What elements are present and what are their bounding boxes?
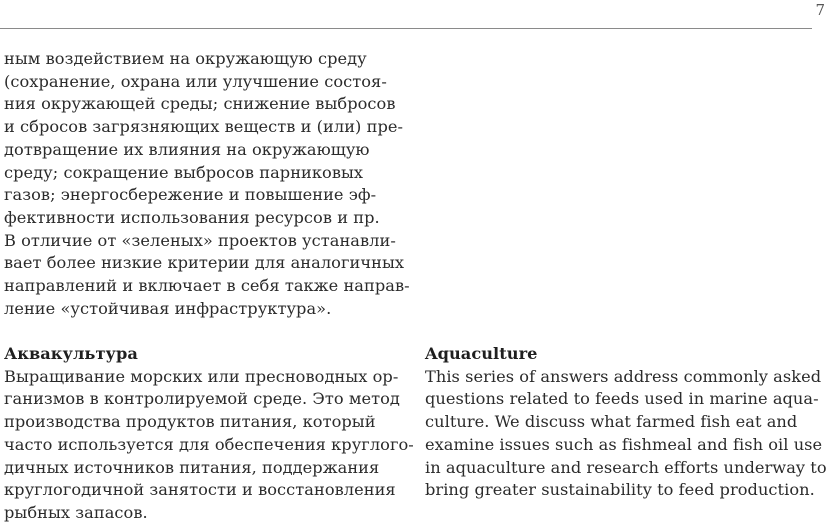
text-line: часто используется для обеспечения круглого- bbox=[4, 434, 414, 454]
text-line: среду; сокращение выбросов парниковых bbox=[4, 162, 364, 182]
text-line: фективности использования ресурсов и пр. bbox=[4, 207, 380, 227]
text-line: направлений и включает в себя также направ- bbox=[4, 276, 410, 296]
text-line: questions related to feeds used in marine aqua- bbox=[425, 389, 819, 409]
header-rule bbox=[0, 28, 812, 29]
text-line: examine issues such as fishmeal and fish oil use bbox=[425, 434, 823, 454]
text-line: и сбросов загрязняющих веществ и (или) пре- bbox=[4, 117, 404, 137]
page-number: 7 bbox=[815, 1, 825, 19]
text-line: круглогодичной занятости и восстановления bbox=[4, 480, 396, 500]
text-line: дотвращение их влияния на окружающую bbox=[4, 139, 370, 159]
text-line: дичных источников питания, поддержания bbox=[4, 457, 380, 477]
term-en-entry bbox=[425, 343, 827, 502]
text-line: газов; энергосбережение и повышение эф- bbox=[4, 185, 377, 205]
text-line: ным воздействием на окружающую среду bbox=[4, 49, 367, 68]
text-line: ния окружающей среды; снижение выбросов bbox=[4, 94, 396, 114]
text-line: (сохранение, охрана или улучшение состоя- bbox=[4, 71, 387, 91]
term-ru-heading: Аквакультура bbox=[4, 344, 138, 363]
text-line: Выращивание морских или пресноводных ор- bbox=[4, 366, 399, 386]
text-line: вает более низкие критерии для аналогичных bbox=[4, 253, 405, 273]
text-line: производства продуктов питания, который bbox=[4, 412, 376, 432]
text-line: culture. We discuss what farmed fish eat and bbox=[425, 412, 798, 432]
term-en-heading: Aquaculture bbox=[425, 344, 538, 363]
text-line: рыбных запасов. bbox=[4, 502, 148, 522]
text-line: This series of answers address commonly asked bbox=[425, 366, 822, 386]
intro-paragraph bbox=[4, 48, 410, 320]
text-line: ление «устойчивая инфраструктура». bbox=[4, 298, 332, 318]
text-line: В отличие от «зеленых» проектов устанавли- bbox=[4, 230, 396, 250]
text-line: in aquaculture and research efforts underway to bbox=[425, 457, 827, 477]
term-ru-entry bbox=[4, 343, 414, 525]
text-line: bring greater sustainability to feed production. bbox=[425, 480, 815, 500]
text-line: ганизмов в контролируемой среде. Это метод bbox=[4, 389, 400, 409]
